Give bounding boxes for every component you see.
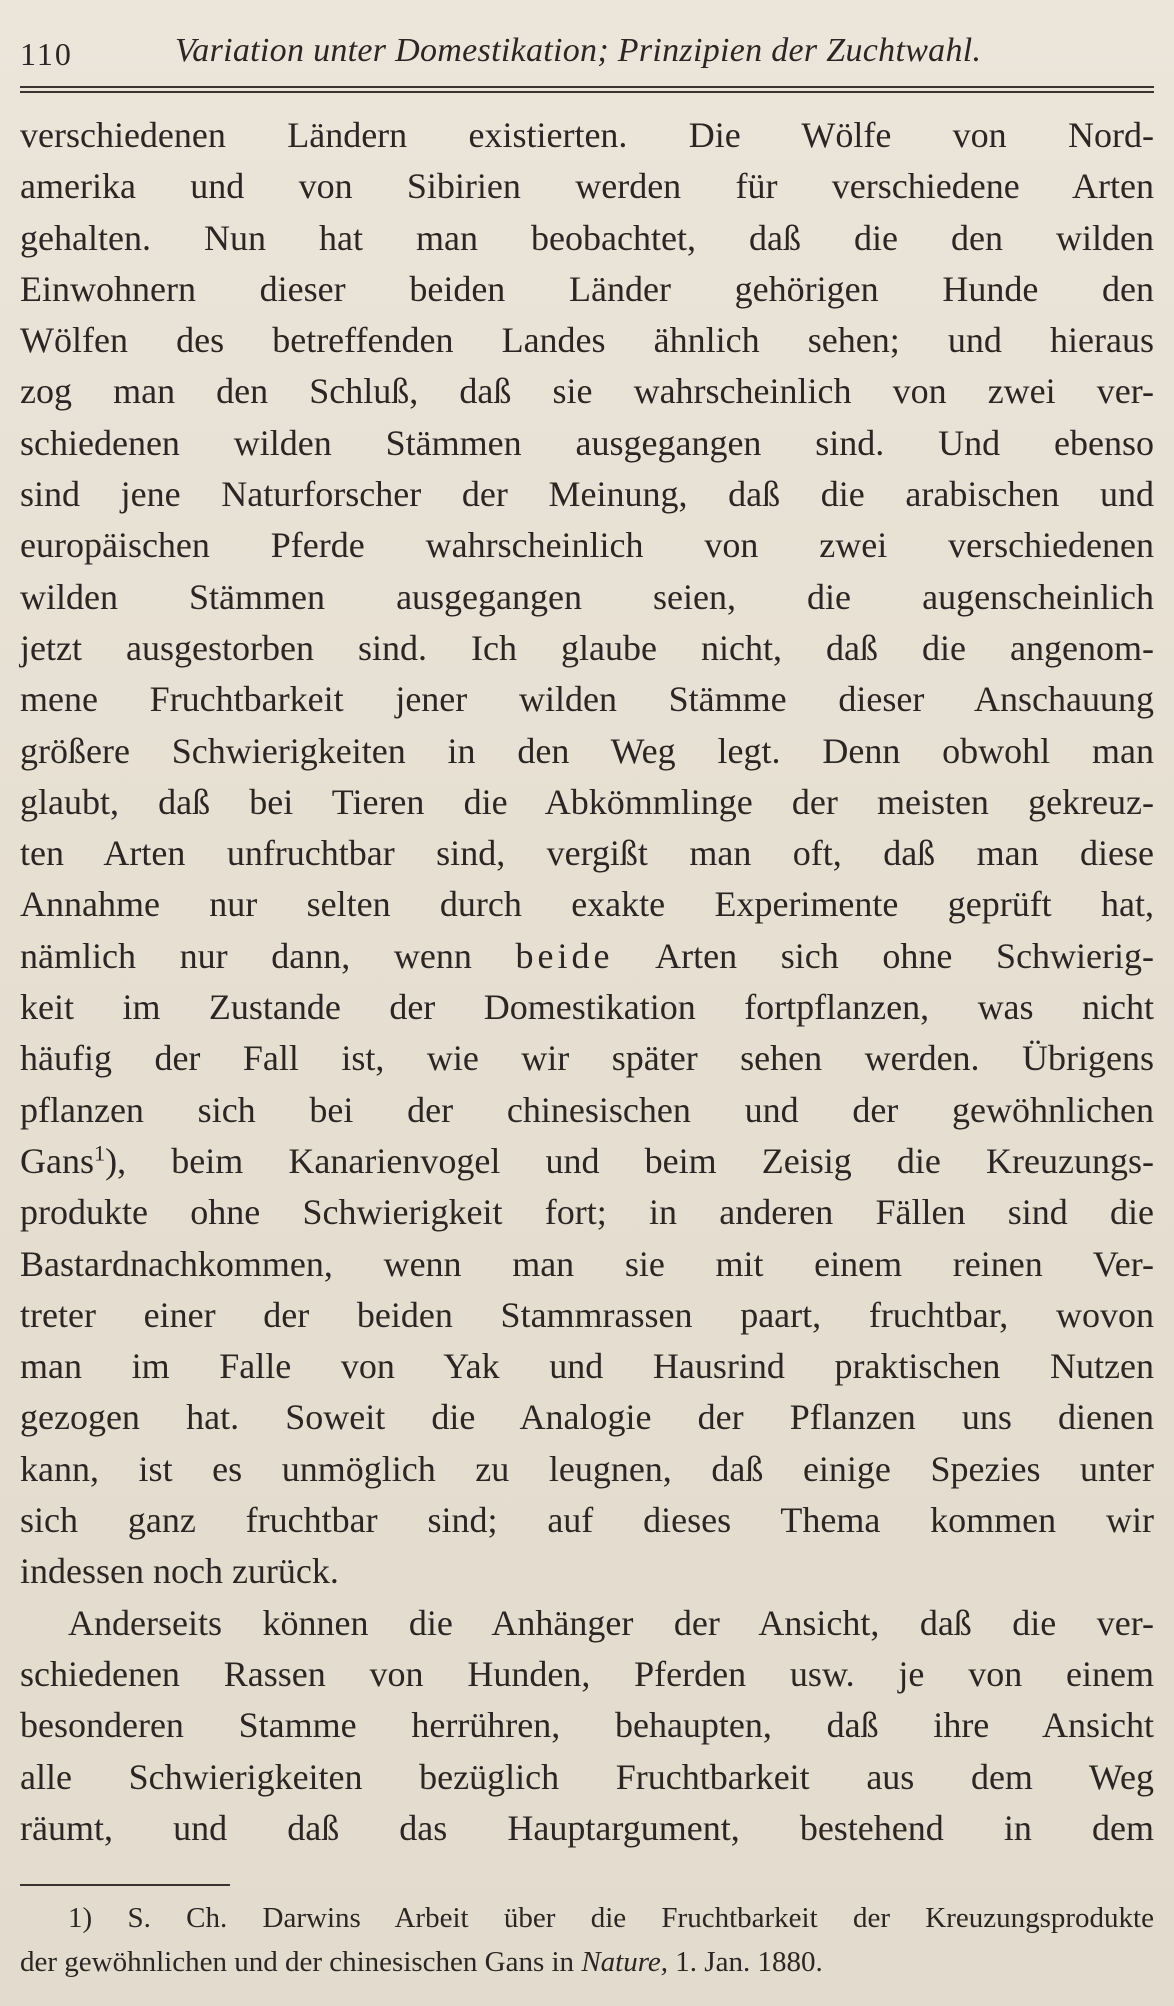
book-page bbox=[20, 0, 1154, 2006]
text-line-content bbox=[20, 931, 1154, 982]
text-line-content: keit im Zustande der Domestikation fortpflanzen, was nicht bbox=[20, 987, 1154, 1028]
footnote-text: 1) S. Ch. Darwins Arbeit über die Fruchtbarkeit der Kreuzungsprodukte bbox=[68, 1902, 1154, 1934]
text-line-content: häufig der Fall ist, wie wir später sehen werden. Übrigens bbox=[20, 1038, 1154, 1079]
text-line-content: sind jene Naturforscher der Meinung, daß die arabischen und bbox=[20, 474, 1154, 515]
text-line-content: verschiedenen Ländern existierten. Die Wölfe von Nord- bbox=[20, 115, 1154, 155]
text-line bbox=[20, 264, 1154, 315]
footnote-text: 1. Jan. 1880. bbox=[668, 1946, 823, 1978]
text-line-content: indessen noch zurück. bbox=[20, 1551, 339, 1592]
text-line-content: pflanzen sich bei der chinesischen und der gewöhnlichen bbox=[20, 1089, 1154, 1130]
text-line bbox=[20, 1187, 1154, 1238]
text-line bbox=[20, 366, 1154, 417]
text-line-content: man im Falle von Yak und Hausrind praktischen Nutzen bbox=[20, 1346, 1154, 1387]
text-line bbox=[20, 931, 1154, 982]
footnote-line bbox=[20, 1940, 1154, 1984]
text-line-content: gezogen hat. Soweit die Analogie der Pflanzen uns dienen bbox=[20, 1397, 1154, 1438]
text-line bbox=[20, 777, 1154, 828]
text-line-content: schiedenen Rassen von Hunden, Pferden usw. je von einem bbox=[20, 1653, 1154, 1694]
text-line-content: glaubt, daß bei Tieren die Abkömmlinge der meisten gekreuz- bbox=[20, 781, 1154, 822]
text-line-content: jetzt ausgestorben sind. Ich glaube nicht, daß die angenom- bbox=[20, 627, 1154, 668]
text-segment: Gans bbox=[20, 1140, 94, 1181]
text-line bbox=[20, 1085, 1154, 1136]
text-line bbox=[20, 1392, 1154, 1443]
text-line-content: ten Arten unfruchtbar sind, vergißt man oft, daß man diese bbox=[20, 833, 1154, 874]
text-line-content: sich ganz fruchtbar sind; auf dieses Thema kommen wir bbox=[20, 1500, 1154, 1541]
text-line bbox=[20, 520, 1154, 571]
text-line bbox=[20, 1290, 1154, 1341]
text-line-content: europäischen Pferde wahrscheinlich von zwei verschiedenen bbox=[20, 525, 1154, 566]
text-line-content: gehalten. Nun hat man beobachtet, daß die den wilden bbox=[20, 217, 1154, 258]
text-line-content bbox=[20, 1136, 1154, 1187]
text-line-content: Bastardnachkommen, wenn man sie mit einem reinen Ver- bbox=[20, 1243, 1154, 1284]
text-line bbox=[20, 623, 1154, 674]
text-line-content: Einwohnern dieser beiden Länder gehörigen Hunde den bbox=[20, 268, 1154, 309]
footnote-marker: 1 bbox=[94, 1140, 106, 1166]
text-line bbox=[20, 469, 1154, 520]
text-line bbox=[20, 1495, 1154, 1546]
body-text bbox=[20, 110, 1154, 1854]
text-line bbox=[20, 315, 1154, 366]
text-line bbox=[20, 1598, 1154, 1649]
text-line bbox=[20, 161, 1154, 212]
text-line bbox=[20, 674, 1154, 725]
text-line-content: räumt, und daß das Hauptargument, bestehend in dem bbox=[20, 1807, 1154, 1848]
text-line bbox=[20, 828, 1154, 879]
emphasized-word: beide bbox=[515, 935, 614, 976]
text-line bbox=[20, 726, 1154, 777]
text-line bbox=[20, 1700, 1154, 1751]
text-line-content: größere Schwierigkeiten in den Weg legt. Denn obwohl man bbox=[20, 730, 1154, 771]
text-line-content: produkte ohne Schwierigkeit fort; in anderen Fällen sind die bbox=[20, 1192, 1154, 1233]
text-line bbox=[20, 418, 1154, 469]
footnote-rule bbox=[20, 1884, 230, 1886]
text-line-content: alle Schwierigkeiten bezüglich Fruchtbarkeit aus dem Weg bbox=[20, 1756, 1154, 1797]
text-line bbox=[20, 982, 1154, 1033]
text-line bbox=[20, 1033, 1154, 1084]
text-line-content: schiedenen wilden Stämmen ausgegangen sind. Und ebenso bbox=[20, 422, 1154, 463]
text-line bbox=[20, 1649, 1154, 1700]
text-line bbox=[20, 1803, 1154, 1854]
text-line bbox=[20, 1136, 1154, 1187]
running-head bbox=[20, 30, 1154, 80]
text-line-content: treter einer der beiden Stammrassen paart, fruchtbar, wovon bbox=[20, 1294, 1154, 1335]
text-line bbox=[20, 1546, 1154, 1597]
text-line-content: besonderen Stamme herrühren, behaupten, daß ihre Ansicht bbox=[20, 1705, 1154, 1746]
text-line bbox=[20, 110, 1154, 161]
text-line bbox=[20, 213, 1154, 264]
running-title: Variation unter Domestikation; Prinzipien der Zuchtwahl. bbox=[175, 32, 982, 69]
footnote-journal: Nature, bbox=[581, 1946, 669, 1978]
text-line bbox=[20, 572, 1154, 623]
text-segment: ), beim Kanarienvogel und beim Zeisig die Kreuzungs- bbox=[105, 1140, 1154, 1181]
text-line bbox=[20, 879, 1154, 930]
footnote-text: der gewöhnlichen und der chinesischen Gans in bbox=[20, 1946, 582, 1978]
text-line-content: Anderseits können die Anhänger der Ansicht, daß die ver- bbox=[68, 1602, 1154, 1643]
text-line-content: zog man den Schluß, daß sie wahrscheinlich von zwei ver- bbox=[20, 371, 1154, 412]
text-line-content: Annahme nur selten durch exakte Experimente geprüft hat, bbox=[20, 884, 1154, 925]
footnote-line bbox=[20, 1896, 1154, 1940]
text-line bbox=[20, 1444, 1154, 1495]
text-line bbox=[20, 1341, 1154, 1392]
text-line-content: wilden Stämmen ausgegangen seien, die augenscheinlich bbox=[20, 576, 1154, 617]
text-line-content: kann, ist es unmöglich zu leugnen, daß einige Spezies unter bbox=[20, 1448, 1154, 1489]
text-line bbox=[20, 1239, 1154, 1290]
header-double-rule bbox=[20, 86, 1154, 93]
footnotes bbox=[20, 1896, 1154, 1984]
text-line-content: amerika und von Sibirien werden für verschiedene Arten bbox=[20, 166, 1154, 207]
text-line-content: mene Fruchtbarkeit jener wilden Stämme dieser Anschauung bbox=[20, 679, 1154, 720]
text-segment: nämlich nur dann, wenn bbox=[20, 935, 516, 976]
page-number: 110 bbox=[20, 36, 73, 72]
text-segment: Arten sich ohne Schwierig- bbox=[613, 935, 1154, 976]
text-line bbox=[20, 1752, 1154, 1803]
text-line-content: Wölfen des betreffenden Landes ähnlich sehen; und hieraus bbox=[20, 320, 1154, 361]
